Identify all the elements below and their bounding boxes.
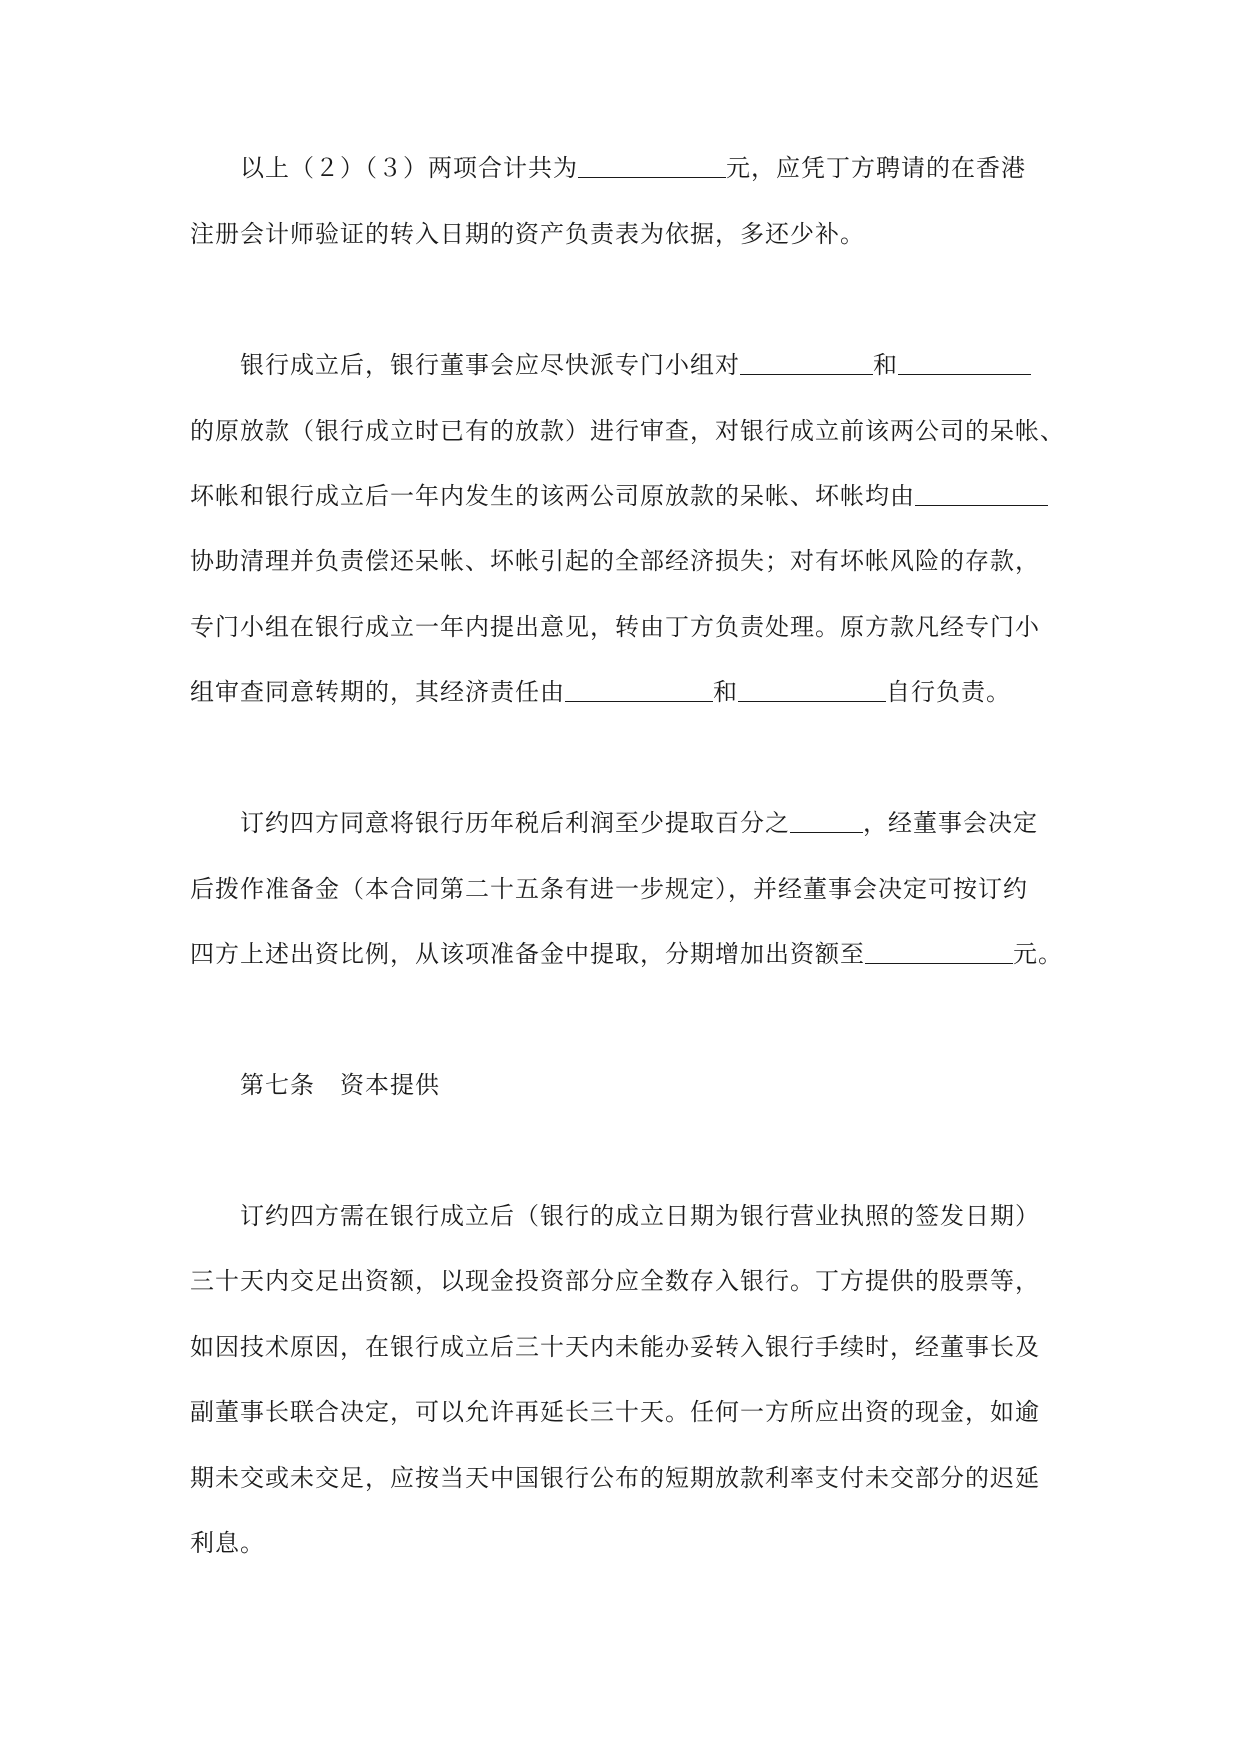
fill-blank[interactable] bbox=[738, 677, 886, 702]
p2-line-1-text-b: 和 bbox=[873, 351, 898, 379]
p2-line-5: 专门小组在银行成立一年内提出意见，转由丁方负责处理。原方款凡经专门小 bbox=[190, 613, 1040, 641]
p4-line-5: 期未交或未交足，应按当天中国银行公布的短期放款利率支付未交部分的迟延 bbox=[190, 1464, 1040, 1492]
p3-line-2: 后拨作准备金（本合同第二十五条有进一步规定），并经董事会决定可按订约 bbox=[190, 875, 1028, 903]
p2-line-4: 协助清理并负责偿还呆帐、坏帐引起的全部经济损失；对有坏帐风险的存款， bbox=[190, 547, 1040, 575]
p2-line-3-text-a: 坏帐和银行成立后一年内发生的该两公司原放款的呆帐、坏帐均由 bbox=[190, 482, 915, 510]
p1-line-1 bbox=[240, 152, 1026, 184]
p1-line-1-text-b: 元，应凭丁方聘请的在香港 bbox=[726, 154, 1026, 182]
p3-line-3-text-a: 四方上述出资比例，从该项准备金中提取，分期增加出资额至 bbox=[190, 940, 865, 968]
p4-line-4: 副董事长联合决定，可以允许再延长三十天。任何一方所应出资的现金，如逾 bbox=[190, 1398, 1040, 1426]
p2-line-6 bbox=[190, 676, 1011, 708]
p2-line-6-text-b: 和 bbox=[713, 678, 738, 706]
p1-line-2: 注册会计师验证的转入日期的资产负责表为依据，多还少补。 bbox=[190, 220, 865, 248]
p2-line-3 bbox=[190, 480, 1048, 512]
p4-line-1: 订约四方需在银行成立后（银行的成立日期为银行营业执照的签发日期） bbox=[240, 1202, 1040, 1230]
p4-line-2: 三十天内交足出资额，以现金投资部分应全数存入银行。丁方提供的股票等， bbox=[190, 1267, 1040, 1295]
p4-line-3: 如因技术原因，在银行成立后三十天内未能办妥转入银行手续时，经董事长及 bbox=[190, 1333, 1040, 1361]
p3-line-3-text-b: 元。 bbox=[1013, 940, 1063, 968]
fill-blank[interactable] bbox=[865, 939, 1013, 964]
article-heading: 第七条 资本提供 bbox=[240, 1071, 440, 1099]
p3-line-1 bbox=[240, 807, 1038, 839]
p3-line-1-text-a: 订约四方同意将银行历年税后利润至少提取百分之 bbox=[240, 809, 790, 837]
fill-blank[interactable] bbox=[565, 677, 713, 702]
p2-line-6-text-a: 组审查同意转期的，其经济责任由 bbox=[190, 678, 565, 706]
p4-line-6: 利息。 bbox=[190, 1529, 265, 1557]
p3-line-3 bbox=[190, 938, 1063, 970]
p2-line-1-text-a: 银行成立后，银行董事会应尽快派专门小组对 bbox=[240, 351, 740, 379]
p2-line-1 bbox=[240, 349, 1031, 381]
fill-blank[interactable] bbox=[740, 350, 873, 375]
fill-blank[interactable] bbox=[578, 153, 726, 178]
fill-blank[interactable] bbox=[790, 808, 863, 833]
p2-line-6-text-c: 自行负责。 bbox=[886, 678, 1011, 706]
p3-line-1-text-b: ，经董事会决定 bbox=[863, 809, 1038, 837]
fill-blank[interactable] bbox=[898, 350, 1031, 375]
p1-line-1-text-a: 以上（２）（３）两项合计共为 bbox=[240, 154, 578, 182]
fill-blank[interactable] bbox=[915, 481, 1048, 506]
p2-line-2: 的原放款（银行成立时已有的放款）进行审查，对银行成立前该两公司的呆帐、 bbox=[190, 417, 1065, 445]
